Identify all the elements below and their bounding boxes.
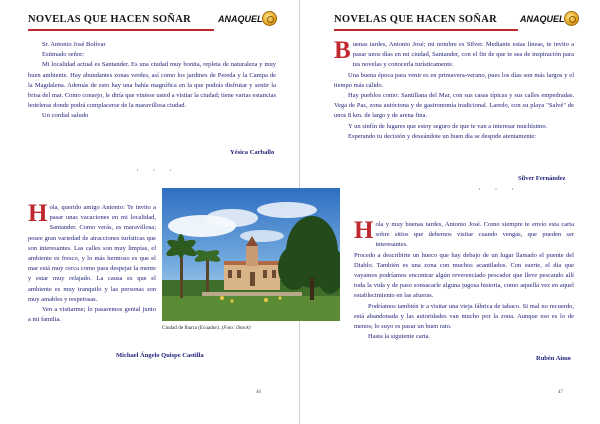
letter-paragraph: Una buena época para venir es en primavera-verano, pues los días son más largos y el tiempo más cálido. [334,71,574,89]
letter-paragraph: Mi localidad actual es Santander. Es una ciudad muy bonita, repleta de naturaleza y muy buen ambiente. Hay abundantes zonas verdes, así como los jardines de Pereda y la Campa de la Magdalena. Además de esto hay una bahía magnífica en la que podrás disfrutar y sentir la brisa del mar. Como consejo, le diría que viniese usted a visitar la ciudad; tiene varias estancias hoteleras donde podrá complacerse de la maravillosa ciudad. [28,61,277,110]
brand-logo: ANAQUEL [218,14,263,24]
letter-paragraph: Hola y muy buenas tardes, Antonio José. Como siempre te envío esta carta sobre sitios que debemos visitar cuando vengas, que pueden ser interesantes. [354,217,574,249]
letter-salutation: Sr. Antonio José Bolívar [42,41,106,48]
letter-closing: Un cordial saludo [42,112,89,120]
right-page [300,0,600,424]
letter-yesica [28,40,276,122]
letter-paragraph: Y un sinfín de lugares que estoy seguro de que te van a interesar muchísimo. [348,122,548,130]
header-rule [334,29,518,31]
section-separator: · · · [478,185,520,194]
letter-paragraph: Podríamos también ir a visitar una vieja fábrica de tabaco. Si mal no recuerdo, está abandonada y las autoridades van mucho por la zona. Aunque eso es lo de menos; lo suyo es pasar un buen rato. [354,302,574,331]
letter-paragraph: Hay pueblos como: Santillana del Mar, con sus casas típicas y sus calles empedradas. Vega de Pas, zona autóctona y de gastronomía tradicional. Laredo, con su playa "Salvé" de unos 8 km. de largo y de arena fina. [334,92,574,120]
dropcap-letter: B [334,37,351,64]
signature-ruben: Rubén Aimo [536,355,571,362]
signature-yesica: Yésica Carballo [230,149,275,156]
signature-silver: Silver Fernández [518,175,566,182]
letter-closing: Esperando tu decisión y deseándote un buen día se despide atentamente: [348,132,537,140]
letter-silver [334,37,574,142]
letter-greeting: Estimado señor: [42,51,85,59]
letter-paragraph: Procedo a describirte un hueco que hay debajo de un lugar llamado el puente del Diablo. También es una zona con muchos acantilados. Con suerte, el día que vayamos podríamos encontrar algún reverenciado pescador que lleve pescando allí toda la vida y de paso sonsacarle alguna jugosa historia, como aquella vez en aquel establecimiento en las afueras. [354,251,574,300]
page-number-left: 46 [256,390,261,395]
signature-michael: Michael Ángelo Quispe Castilla [116,352,204,359]
plaza-palm-trees-photo-icon [162,188,340,321]
letter-ruben [354,217,574,342]
caption-text: Ciudad de Ibarra (Ecuador). [162,325,221,331]
city-photo [162,188,340,321]
section-separator: · · · [136,166,178,175]
dropcap-letter: H [28,200,48,227]
letter-paragraph: Buenas tardes, Antonio José; mi nombre es Silver. Mediante estas líneas, te invito a pasar unos días en mi ciudad, Santander, con el fin de que te sea de inspiración para tus novelas y conocerla turísticamente. [334,37,574,69]
brand-seal-icon [262,11,277,26]
letter-paragraph: Ven a visitarme; lo pasaremos genial junto a mi familia. [28,306,156,324]
letter-michael [28,200,156,325]
right-header [334,10,582,32]
brand-logo: ANAQUEL [520,14,565,24]
header-rule [28,29,214,31]
brand-seal-icon [564,11,579,26]
dropcap-letter: H [354,217,374,244]
magazine-section-title: NOVELAS QUE HACEN SOÑAR [334,14,497,25]
left-header [28,10,280,32]
caption-credit: (Foto: iStock) [221,325,251,331]
letter-paragraph: Hola, querido amigo Antonio: Te invito a pasar unas vacaciones en mi localidad, Santander. Como verás, es maravillosa; posee gran variedad de atracciones turísticas que son interesantes. Las calles son muy limpias, el ambiente es fresco, y lo más hermoso es que el mar está muy cerca como para despejar la mente y estar muy relajado. La causa es que el ambiente es muy tranquilo y las personas son muy amables y respetosas. [28,200,156,303]
page-number-right: 47 [558,390,563,395]
photo-caption [162,325,250,331]
magazine-section-title: NOVELAS QUE HACEN SOÑAR [28,14,191,25]
letter-closing: Hasta la siguiente carta. [368,333,431,341]
